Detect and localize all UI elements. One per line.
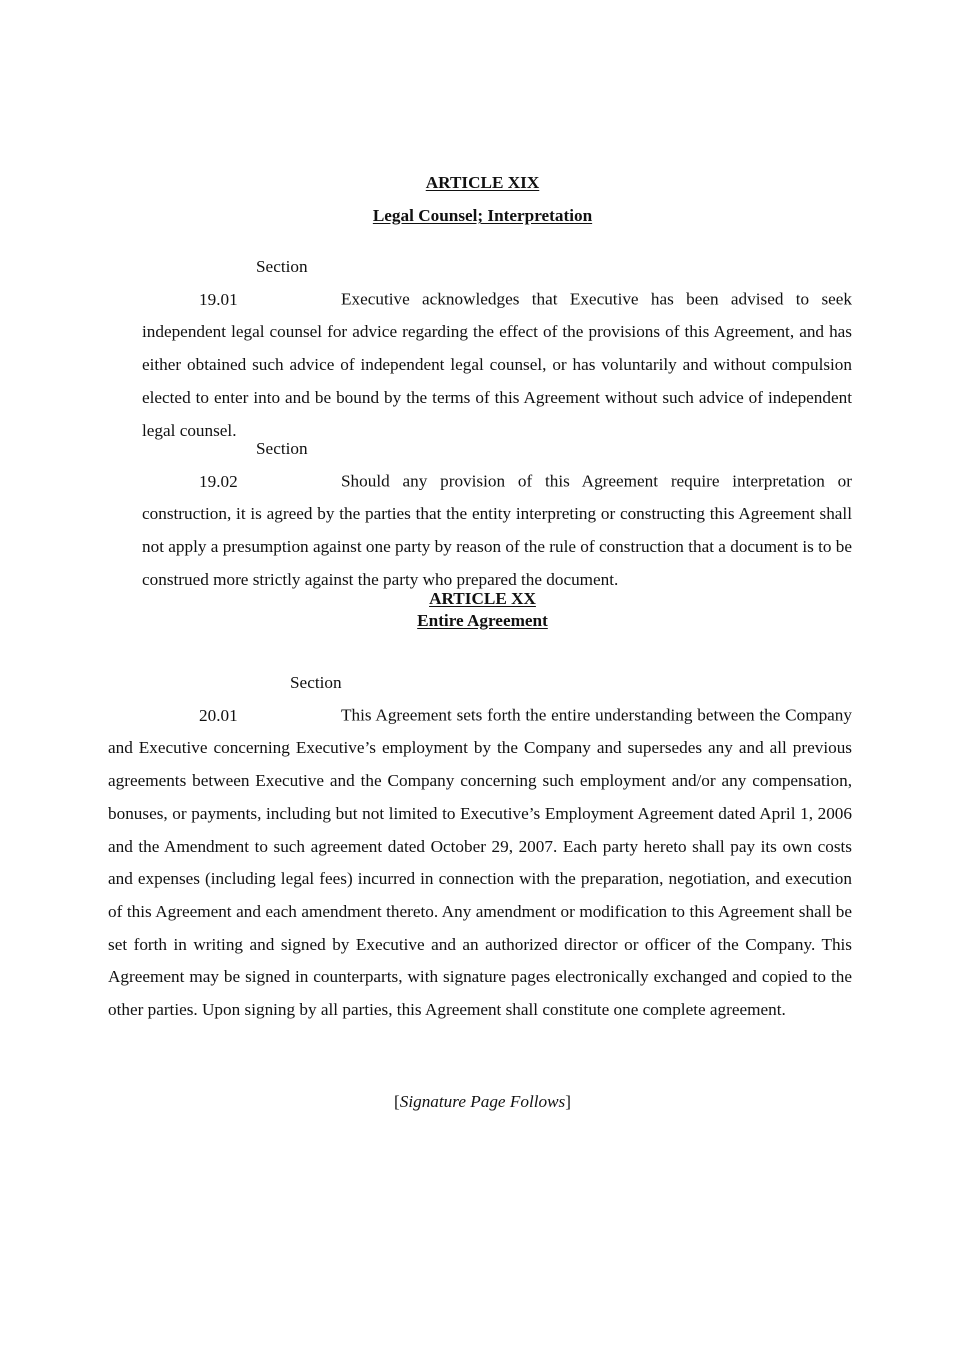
- article-19-subtitle: Legal Counsel; Interpretation: [372, 206, 593, 225]
- section-19-02-number: Section 19.02: [199, 439, 308, 491]
- section-19-01-text: Executive acknowledges that Executive has been advised to seek independent legal counsel for advice regarding the effect of the provisions of this Agreement, and has either obtained such advice of independent legal counsel, or has voluntarily and without compulsion elected to enter into and be bound by the terms of this Agreement without such advice of independent legal counsel.: [142, 289, 852, 440]
- section-20-01-text: This Agreement sets forth the entire understanding between the Company and Executive concerning Executive’s employment by the Company and supersedes any and all previous agreements between Executive and the Company concerning such employment and/or any compensation, bonuses, or payments, including but not limited to Executive’s Employment Agreement dated April 1, 2006 and the Amendment to such agreement dated October 29, 2007. Each party hereto shall pay its own costs and expenses (including legal fees) incurred in connection with the preparation, negotiation, and execution of this Agreement and each amendment thereto. Any amendment or modification to this Agreement shall be set forth in writing and signed by Executive and an authorized director or officer of the Company. This Agreement may be signed in counterparts, with signature pages electronically exchanged and copied to the other parties. Upon signing by all parties, this Agreement shall constitute one complete agreement.: [108, 705, 852, 1020]
- bracket-close: ]: [565, 1092, 571, 1111]
- signature-page-note: [0, 1091, 965, 1113]
- section-19-02-text: Should any provision of this Agreement require interpretation or construction, it is agreed by the parties that the entity interpreting or constructing this Agreement shall not apply a presumption against one party by reason of the rule of construction that a document is to be construed more strictly against the party who prepared the document.: [142, 471, 852, 589]
- article-20-subtitle: Entire Agreement: [417, 611, 548, 630]
- section-19-01-number: Section 19.01: [199, 257, 308, 309]
- section-20-01-number: Section 20.01: [199, 673, 342, 725]
- section-19-01: [142, 251, 852, 447]
- section-19-02: [142, 433, 852, 597]
- article-20-title: ARTICLE XX: [429, 589, 536, 608]
- article-19-title: ARTICLE XIX: [425, 173, 540, 192]
- section-20-01: [108, 667, 852, 1027]
- signature-page-text: Signature Page Follows: [399, 1092, 566, 1111]
- bracket-open: [: [394, 1092, 400, 1111]
